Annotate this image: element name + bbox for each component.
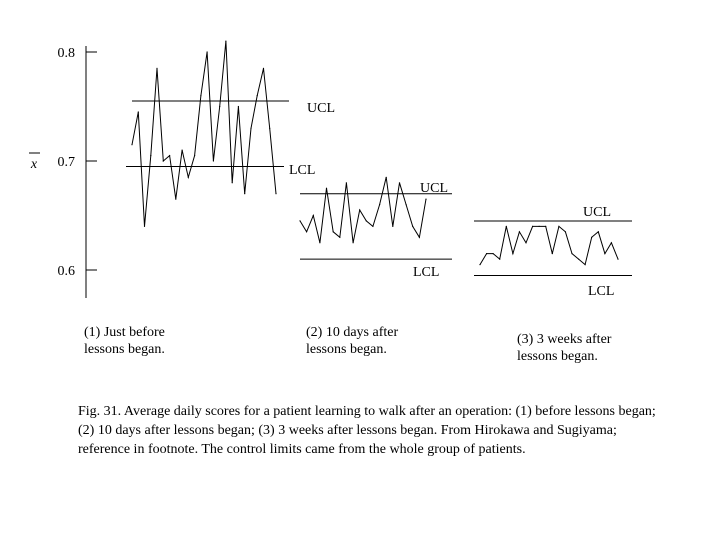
panel-1-series-line (132, 41, 276, 226)
panel-3-point-2 (493, 253, 494, 254)
panel-3-point-16 (585, 264, 586, 265)
panel-1-ucl-label: UCL (307, 101, 335, 116)
panel-2-point-11 (372, 226, 373, 227)
panel-2-point-12 (379, 204, 380, 205)
panel-2-point-0 (299, 220, 300, 221)
panel-1-point-13 (213, 160, 214, 161)
panel-3-point-13 (565, 231, 566, 232)
panel-1-point-1 (138, 111, 139, 112)
y-tick-label-0: 0.6 (57, 264, 75, 279)
panel-1-point-15 (225, 41, 226, 42)
panel-3-point-5 (512, 253, 513, 254)
panel-2-point-13 (386, 177, 387, 178)
panel-2-point-10 (366, 220, 367, 221)
panel-3-point-11 (552, 253, 553, 254)
panel-3-point-17 (591, 237, 592, 238)
panel-1-point-0 (131, 144, 132, 145)
panel-3-point-7 (525, 242, 526, 243)
panel-3-point-20 (611, 242, 612, 243)
panel-1-point-12 (207, 51, 208, 52)
panel-1-label: (1) Just before lessons began. (84, 325, 165, 357)
panel-2-lcl-label: LCL (413, 265, 440, 280)
panel-1-lcl-label: LCL (289, 163, 316, 178)
panel-1-point-3 (150, 155, 151, 156)
panel-2-point-15 (399, 182, 400, 183)
panel-2-point-5 (333, 231, 334, 232)
panel-2-ucl-label: UCL (420, 181, 448, 196)
panel-1-point-11 (200, 95, 201, 96)
panel-1-point-9 (188, 177, 189, 178)
panel-3-point-1 (486, 253, 487, 254)
panel-1-point-16 (232, 182, 233, 183)
panel-3-point-3 (499, 259, 500, 260)
panel-3-point-14 (571, 253, 572, 254)
panel-2-label: (2) 10 days after lessons began. (306, 325, 399, 357)
panel-2-point-6 (339, 237, 340, 238)
panel-2-point-19 (425, 199, 426, 200)
panel-3-point-21 (617, 259, 618, 260)
y-tick-label-1: 0.7 (57, 155, 75, 170)
panel-3-point-10 (545, 226, 546, 227)
panel-3-point-8 (532, 226, 533, 227)
panel-3-point-0 (479, 264, 480, 265)
panel-1-point-14 (219, 106, 220, 107)
figure-caption: Fig. 31. Average daily scores for a patient learning to walk after an operation: (1) before lessons began; (2) 10 days after lessons began; (3) 3 weeks after lessons began. From Hirokawa and Sugiyama; reference in footnote. The control limits came from the whole group of patients. (78, 404, 656, 457)
panel-2-series-line (300, 177, 426, 243)
panel-2-point-14 (392, 226, 393, 227)
panel-3-point-15 (578, 259, 579, 260)
panel-2-point-7 (346, 182, 347, 183)
panel-3-label: (3) 3 weeks after lessons began. (517, 332, 612, 364)
panel-2-point-4 (326, 188, 327, 189)
panel-3-point-18 (598, 231, 599, 232)
panel-3-point-9 (539, 226, 540, 227)
panel-3-ucl-label: UCL (583, 205, 611, 220)
panel-2-point-2 (313, 215, 314, 216)
panel-3-point-6 (519, 231, 520, 232)
panel-1-point-20 (257, 95, 258, 96)
y-tick-label-2: 0.8 (57, 46, 75, 61)
panel-1-point-6 (169, 155, 170, 156)
panel-1-point-19 (250, 128, 251, 129)
panel-3-point-12 (558, 226, 559, 227)
panel-2-point-3 (319, 242, 320, 243)
panel-1-point-17 (238, 106, 239, 107)
panel-1-point-10 (194, 155, 195, 156)
panel-1-point-18 (244, 193, 245, 194)
y-axis-label: x (30, 157, 38, 172)
panel-1-point-4 (156, 68, 157, 69)
panel-3-point-19 (604, 253, 605, 254)
panel-1-point-8 (182, 150, 183, 151)
panel-1-point-5 (163, 160, 164, 161)
panel-1-point-23 (275, 193, 276, 194)
panel-2-point-16 (406, 204, 407, 205)
panel-1-point-2 (144, 226, 145, 227)
panel-2-point-8 (353, 242, 354, 243)
panel-1-point-21 (263, 68, 264, 69)
panel-1-point-7 (175, 199, 176, 200)
panel-2-point-17 (412, 226, 413, 227)
panel-3-series-line (480, 226, 618, 264)
panel-3-point-4 (506, 226, 507, 227)
panel-2-point-1 (306, 231, 307, 232)
panel-2-point-9 (359, 209, 360, 210)
panel-1-point-22 (269, 128, 270, 129)
panel-2-point-18 (419, 237, 420, 238)
panel-3-lcl-label: LCL (588, 284, 615, 299)
